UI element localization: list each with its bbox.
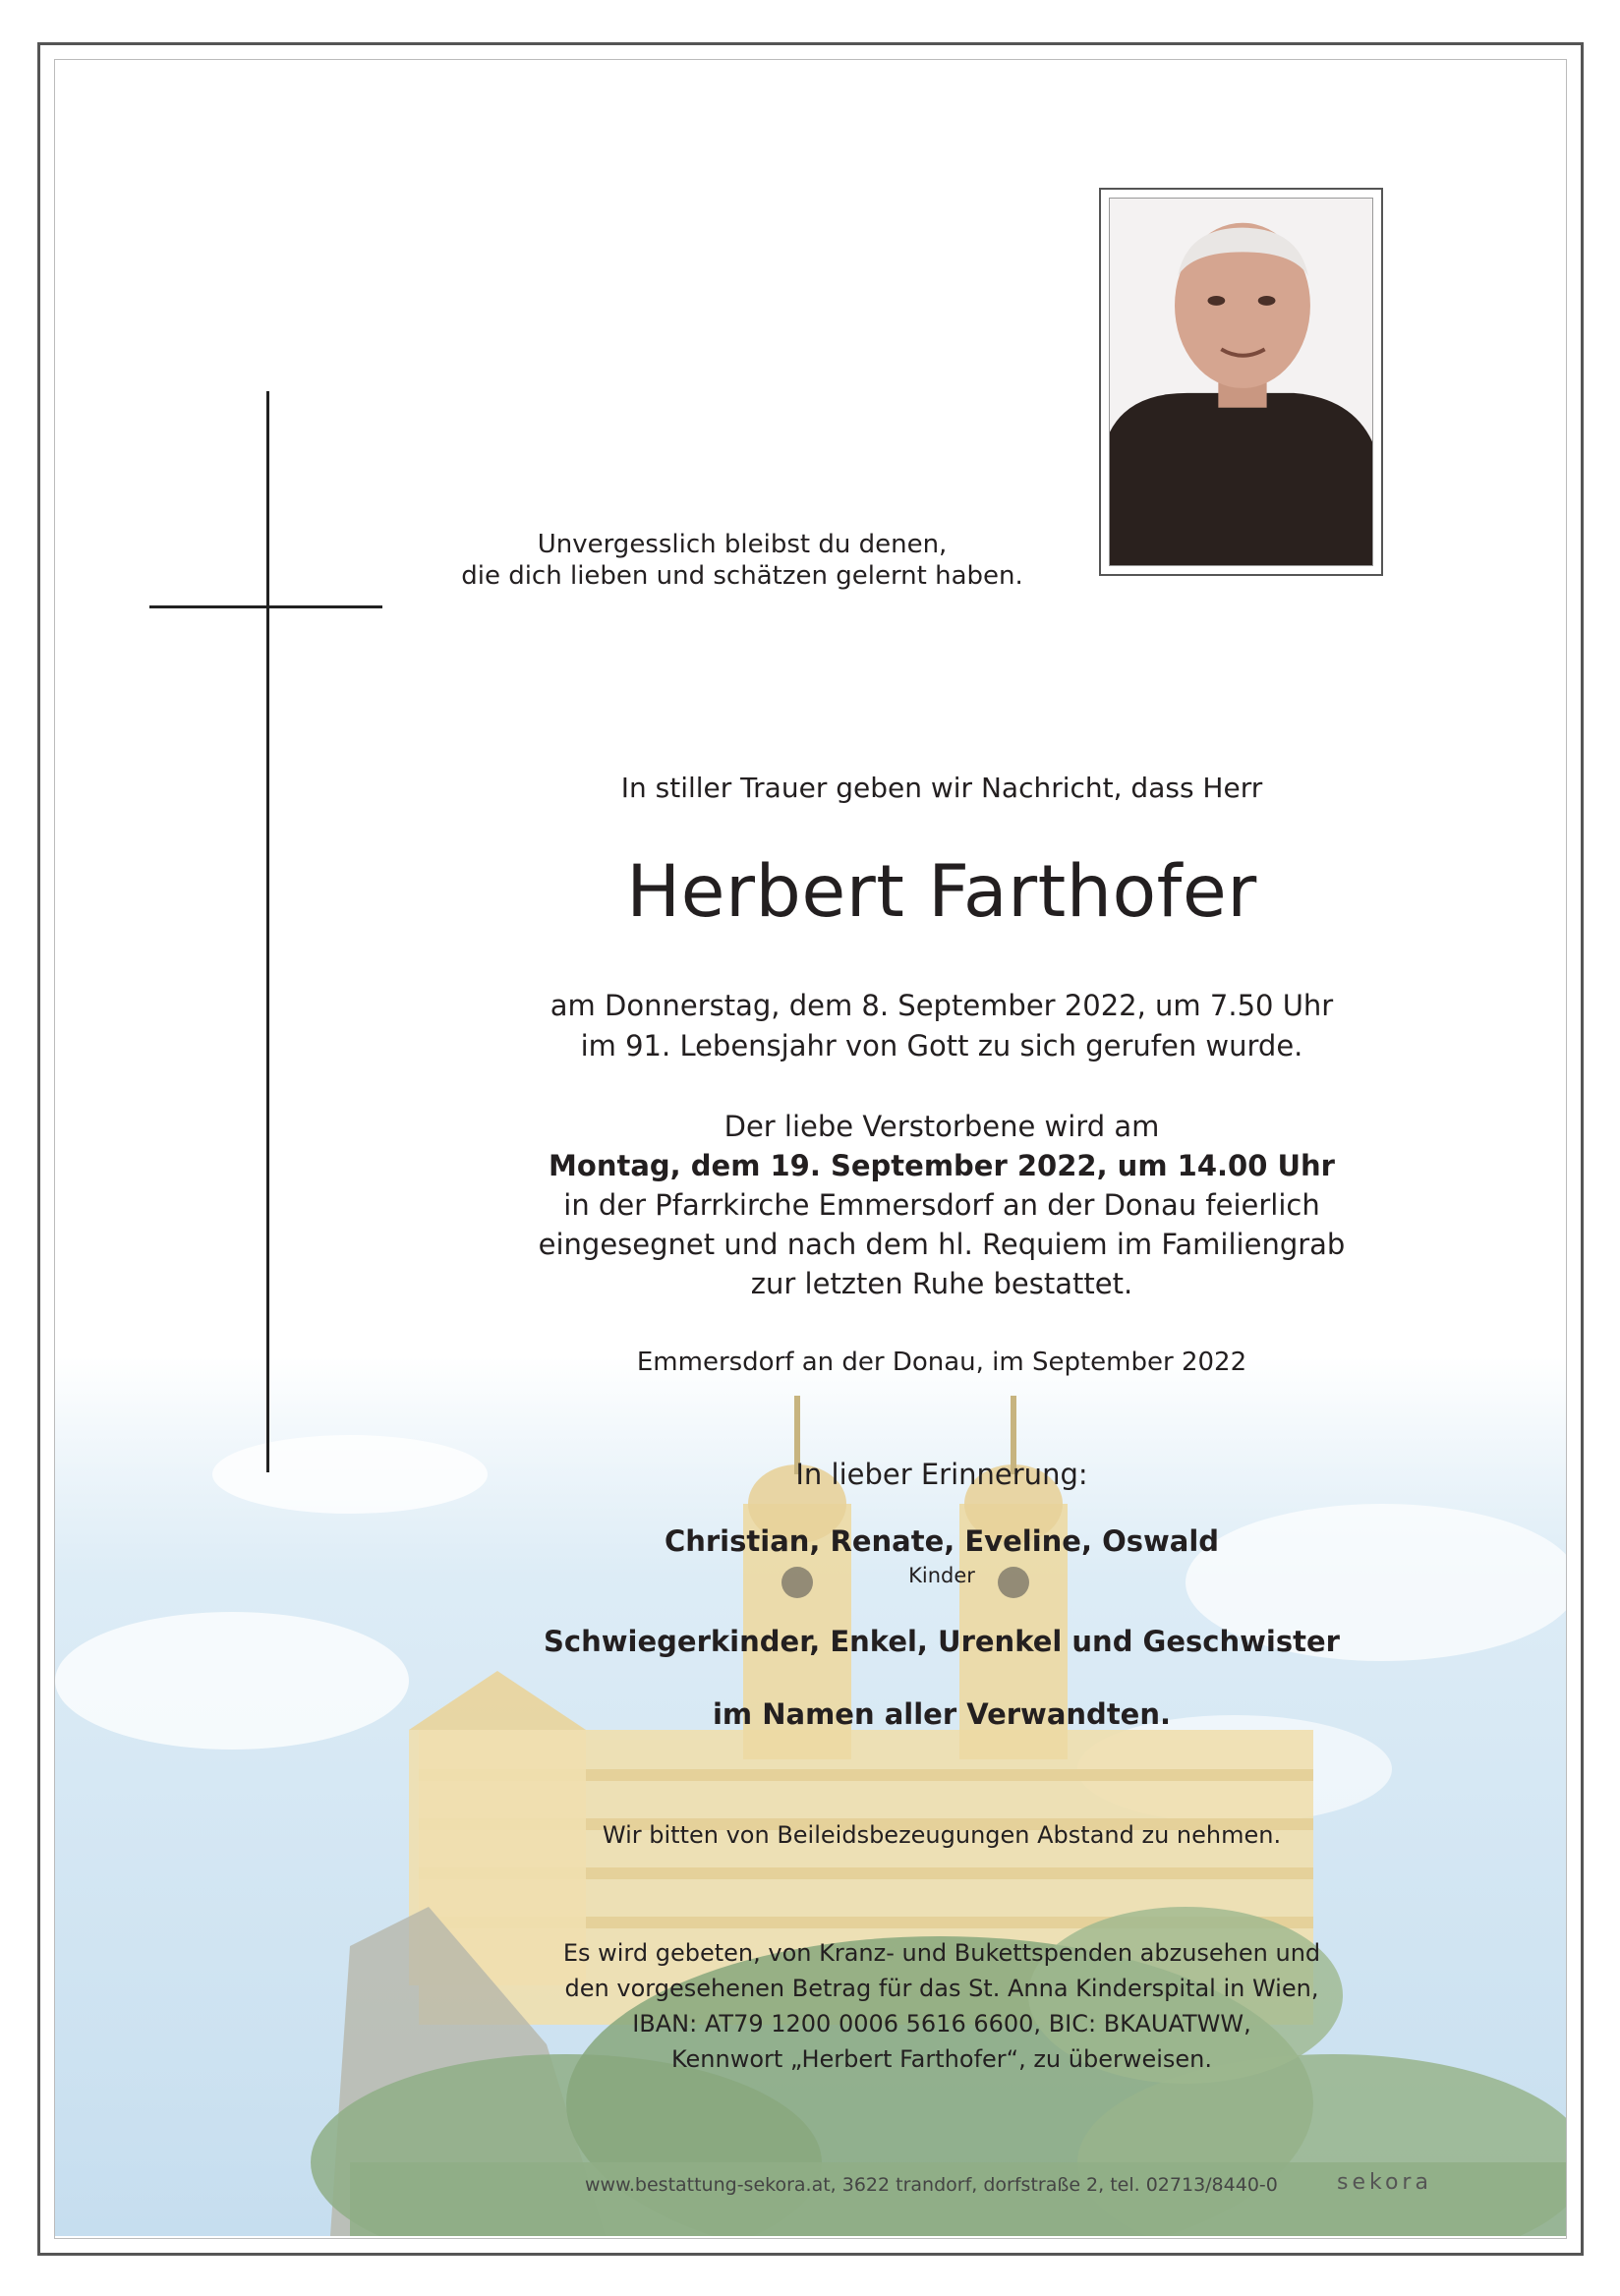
epitaph-line-2: die dich lieben und schätzen gelernt haben. (461, 561, 1023, 591)
donation-line-3: IBAN: AT79 1200 0006 5616 6600, BIC: BKAUATWW, (632, 2010, 1251, 2038)
relatives-all: im Namen aller Verwandten. (712, 1697, 1172, 1731)
cross-horizontal-bar (149, 605, 382, 608)
children-names: Christian, Renate, Eveline, Oswald (664, 1524, 1220, 1558)
footer-contact: www.bestattung-sekora.at, 3622 trandorf, dorfstraße 2, tel. 02713/8440-0 (585, 2174, 1278, 2196)
funeral-line-3: in der Pfarrkirche Emmersdorf an der Donau feierlich (563, 1188, 1320, 1222)
portrait-photo (1099, 188, 1383, 576)
condolence-note: Wir bitten von Beileidsbezeugungen Abstand zu nehmen. (602, 1821, 1282, 1849)
portrait-photo-image (1109, 198, 1373, 566)
funeral-line-4: eingesegnet und nach dem hl. Requiem im Familiengrab (538, 1228, 1346, 1261)
announcement-intro: In stiller Trauer geben wir Nachricht, dass Herr (620, 772, 1263, 804)
deceased-name: Herbert Farthofer (626, 850, 1257, 934)
epitaph-line-1: Unvergesslich bleibst du denen, (537, 530, 948, 559)
donation-line-2: den vorgesehenen Betrag für das St. Anna Kinderspital in Wien, (564, 1975, 1319, 2002)
funeral-line-5: zur letzten Ruhe bestattet. (750, 1267, 1133, 1300)
donation-line-4: Kennwort „Herbert Farthofer“, zu überweisen. (670, 2045, 1213, 2073)
sekora-logo: sekora (1337, 2170, 1432, 2195)
funeral-date: Montag, dem 19. September 2022, um 14.00 Uhr (549, 1149, 1335, 1182)
funeral-line-1: Der liebe Verstorbene wird am (723, 1110, 1160, 1143)
donation-line-1: Es wird gebeten, von Kranz- und Bukettspenden abzusehen und (562, 1939, 1321, 1967)
place-date: Emmersdorf an der Donau, im September 2022 (636, 1348, 1247, 1377)
mourners-heading: In lieber Erinnerung: (795, 1458, 1088, 1491)
death-line-1: am Donnerstag, dem 8. September 2022, um 7.50 Uhr (550, 989, 1334, 1022)
death-line-2: im 91. Lebensjahr von Gott zu sich gerufen wurde. (580, 1029, 1303, 1062)
children-label: Kinder (908, 1564, 975, 1587)
relatives-line: Schwiegerkinder, Enkel, Urenkel und Geschwister (544, 1625, 1340, 1658)
